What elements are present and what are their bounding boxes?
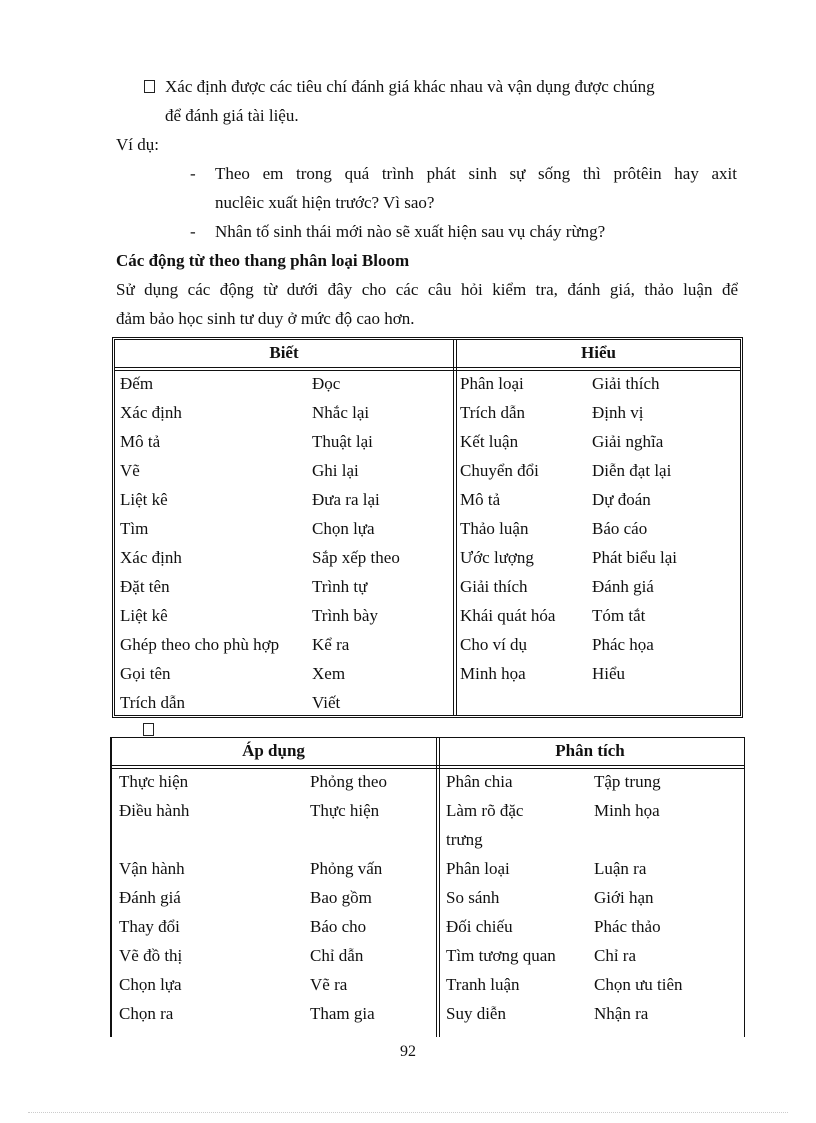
table1-left-cell: Đọc — [312, 374, 341, 393]
section-intro-line-2: đảm bảo học sinh tư duy ở mức độ cao hơn. — [116, 309, 415, 328]
table1-left-cell: Trích dẫn — [120, 693, 186, 712]
table1-left-cell: Tìm — [120, 519, 149, 538]
table1-right-cell: Hiểu — [592, 664, 626, 683]
section-heading: Các động từ theo thang phân loại Bloom — [116, 251, 410, 270]
example-question-1-line-2: nuclêic xuất hiện trước? Vì sao? — [215, 193, 435, 212]
table2-right-cell: Chọn ưu tiên — [594, 975, 683, 994]
table1-right-cell: Giải nghĩa — [592, 432, 664, 451]
table2-left-cell: Báo cho — [310, 917, 367, 936]
table2-right-cell: Chỉ ra — [594, 946, 637, 965]
table1-right-cell: Định vị — [592, 403, 644, 422]
table1-left-cell: Thuật lại — [312, 432, 373, 451]
table1-right-cell: Dự đoán — [592, 490, 651, 509]
table1-left-cell: Vẽ — [120, 461, 140, 480]
table1-right-cell: Ước lượng — [460, 548, 534, 567]
bullet-line-1: Xác định được các tiêu chí đánh giá khác nhau và vận dụng được chúng — [165, 77, 655, 96]
dash-2: - — [190, 222, 196, 241]
table1-right-cell: Giải thích — [592, 374, 660, 393]
table1-right-cell: Chuyển đổi — [460, 461, 539, 480]
table2-left-cell: Điều hành — [119, 801, 190, 820]
table2-left-cell: Phỏng vấn — [310, 859, 383, 878]
table1-left-cell: Viết — [312, 693, 341, 712]
table1-left-cell: Trình bày — [312, 606, 378, 625]
table2-right-cell: Làm rõ đặc — [446, 801, 524, 820]
table2-left-cell: Vẽ ra — [310, 975, 348, 994]
table1-left-cell: Liệt kê — [120, 606, 168, 625]
table-2-right-header: Phân tích — [555, 741, 625, 760]
table1-left-cell: Xác định — [120, 403, 182, 422]
table1-left-cell: Liệt kê — [120, 490, 168, 509]
table1-right-cell: Khái quát hóa — [460, 606, 556, 625]
table1-right-cell: Phân loại — [460, 374, 524, 393]
table1-left-cell: Đưa ra lại — [312, 490, 380, 509]
table1-left-cell: Ghi lại — [312, 461, 359, 480]
table1-left-cell: Gọi tên — [120, 664, 171, 683]
checkbox-bullet-icon — [144, 80, 155, 93]
table1-left-cell: Nhắc lại — [312, 403, 370, 422]
table1-right-cell: Minh họa — [460, 664, 526, 683]
table2-left-cell: Bao gồm — [310, 888, 372, 907]
dash-1: - — [190, 164, 196, 183]
table2-left-cell: Phỏng theo — [310, 772, 387, 791]
table1-right-cell: Mô tả — [460, 490, 501, 509]
example-label: Ví dụ: — [116, 135, 159, 154]
table-2-left-header: Áp dụng — [242, 741, 305, 760]
table2-right-cell: Phân chia — [446, 772, 513, 791]
table-1-right-header: Hiểu — [581, 343, 616, 362]
table1-right-cell: Trích dẫn — [460, 403, 526, 422]
page-number: 92 — [400, 1043, 416, 1060]
table2-left-cell: Vẽ đồ thị — [119, 946, 183, 965]
table2-left-cell: Chọn lựa — [119, 975, 182, 994]
table2-right-cell: Tập trung — [594, 772, 661, 791]
table2-right-cell: trưng — [446, 830, 483, 849]
bloom-table-1 — [112, 337, 743, 718]
table1-left-cell: Ghép theo cho phù hợp — [120, 635, 280, 654]
table2-right-cell: Nhận ra — [594, 1004, 649, 1023]
table2-right-cell: Tranh luận — [446, 975, 520, 994]
table1-right-cell: Diễn đạt lại — [592, 461, 672, 480]
table1-left-cell: Trình tự — [312, 577, 368, 596]
checkbox-glyph-icon — [143, 723, 154, 736]
example-question-2: Nhân tố sinh thái mới nào sẽ xuất hiện sau vụ cháy rừng? — [215, 222, 606, 241]
table2-right-cell: Suy diễn — [446, 1004, 506, 1023]
table1-right-cell: Báo cáo — [592, 519, 648, 538]
example-question-1-line-1: Theo em trong quá trình phát sinh sự sống thì prôtêin hay axit — [215, 164, 737, 183]
table1-right-cell: Phát biểu lại — [592, 548, 677, 567]
table1-right-cell: Đánh giá — [592, 577, 654, 596]
table2-left-cell: Thực hiện — [310, 801, 380, 820]
section-intro-line-1: Sử dụng các động từ dưới đây cho các câu hỏi kiểm tra, đánh giá, thảo luận để — [116, 280, 738, 299]
table-2-left-edge — [111, 738, 114, 1037]
table2-left-cell: Đánh giá — [119, 888, 181, 907]
table-2-column-divider — [436, 738, 440, 1037]
table2-left-cell: Tham gia — [310, 1004, 375, 1023]
table1-right-cell: Giải thích — [460, 577, 528, 596]
table2-left-cell: Chọn ra — [119, 1004, 174, 1023]
table2-left-cell: Vận hành — [119, 859, 185, 878]
table1-left-cell: Chọn lựa — [312, 519, 375, 538]
table1-left-cell: Sắp xếp theo — [312, 548, 400, 567]
table2-right-cell: So sánh — [446, 888, 500, 907]
table2-right-cell: Giới hạn — [594, 888, 654, 907]
table-1-left-header: Biết — [269, 343, 299, 362]
table2-right-cell: Minh họa — [594, 801, 660, 820]
table1-right-cell: Thảo luận — [460, 519, 529, 538]
bloom-table-2 — [110, 737, 745, 1037]
table1-right-cell: Cho ví dụ — [460, 635, 528, 654]
bullet-line-2: để đánh giá tài liệu. — [165, 106, 299, 125]
table2-right-cell: Luận ra — [594, 859, 647, 878]
table1-right-cell: Kết luận — [460, 432, 519, 451]
table2-left-cell: Chỉ dẫn — [310, 946, 364, 965]
table1-right-cell: Phác họa — [592, 635, 654, 654]
table-1-column-divider — [453, 340, 457, 715]
table2-right-cell: Đối chiếu — [446, 917, 513, 936]
table2-left-cell: Thay đổi — [119, 917, 180, 936]
table2-right-cell: Phác thảo — [594, 917, 661, 936]
table1-left-cell: Kể ra — [312, 635, 350, 654]
table1-left-cell: Mô tả — [120, 432, 161, 451]
table1-left-cell: Xem — [312, 664, 346, 683]
bottom-dotted-rule — [28, 1112, 788, 1113]
table1-left-cell: Đếm — [120, 374, 154, 393]
table2-left-cell: Thực hiện — [119, 772, 189, 791]
table2-right-cell: Tìm tương quan — [446, 946, 556, 965]
table1-left-cell: Xác định — [120, 548, 182, 567]
table1-right-cell: Tóm tắt — [592, 606, 646, 625]
table1-left-cell: Đặt tên — [120, 577, 170, 596]
table2-right-cell: Phân loại — [446, 859, 510, 878]
